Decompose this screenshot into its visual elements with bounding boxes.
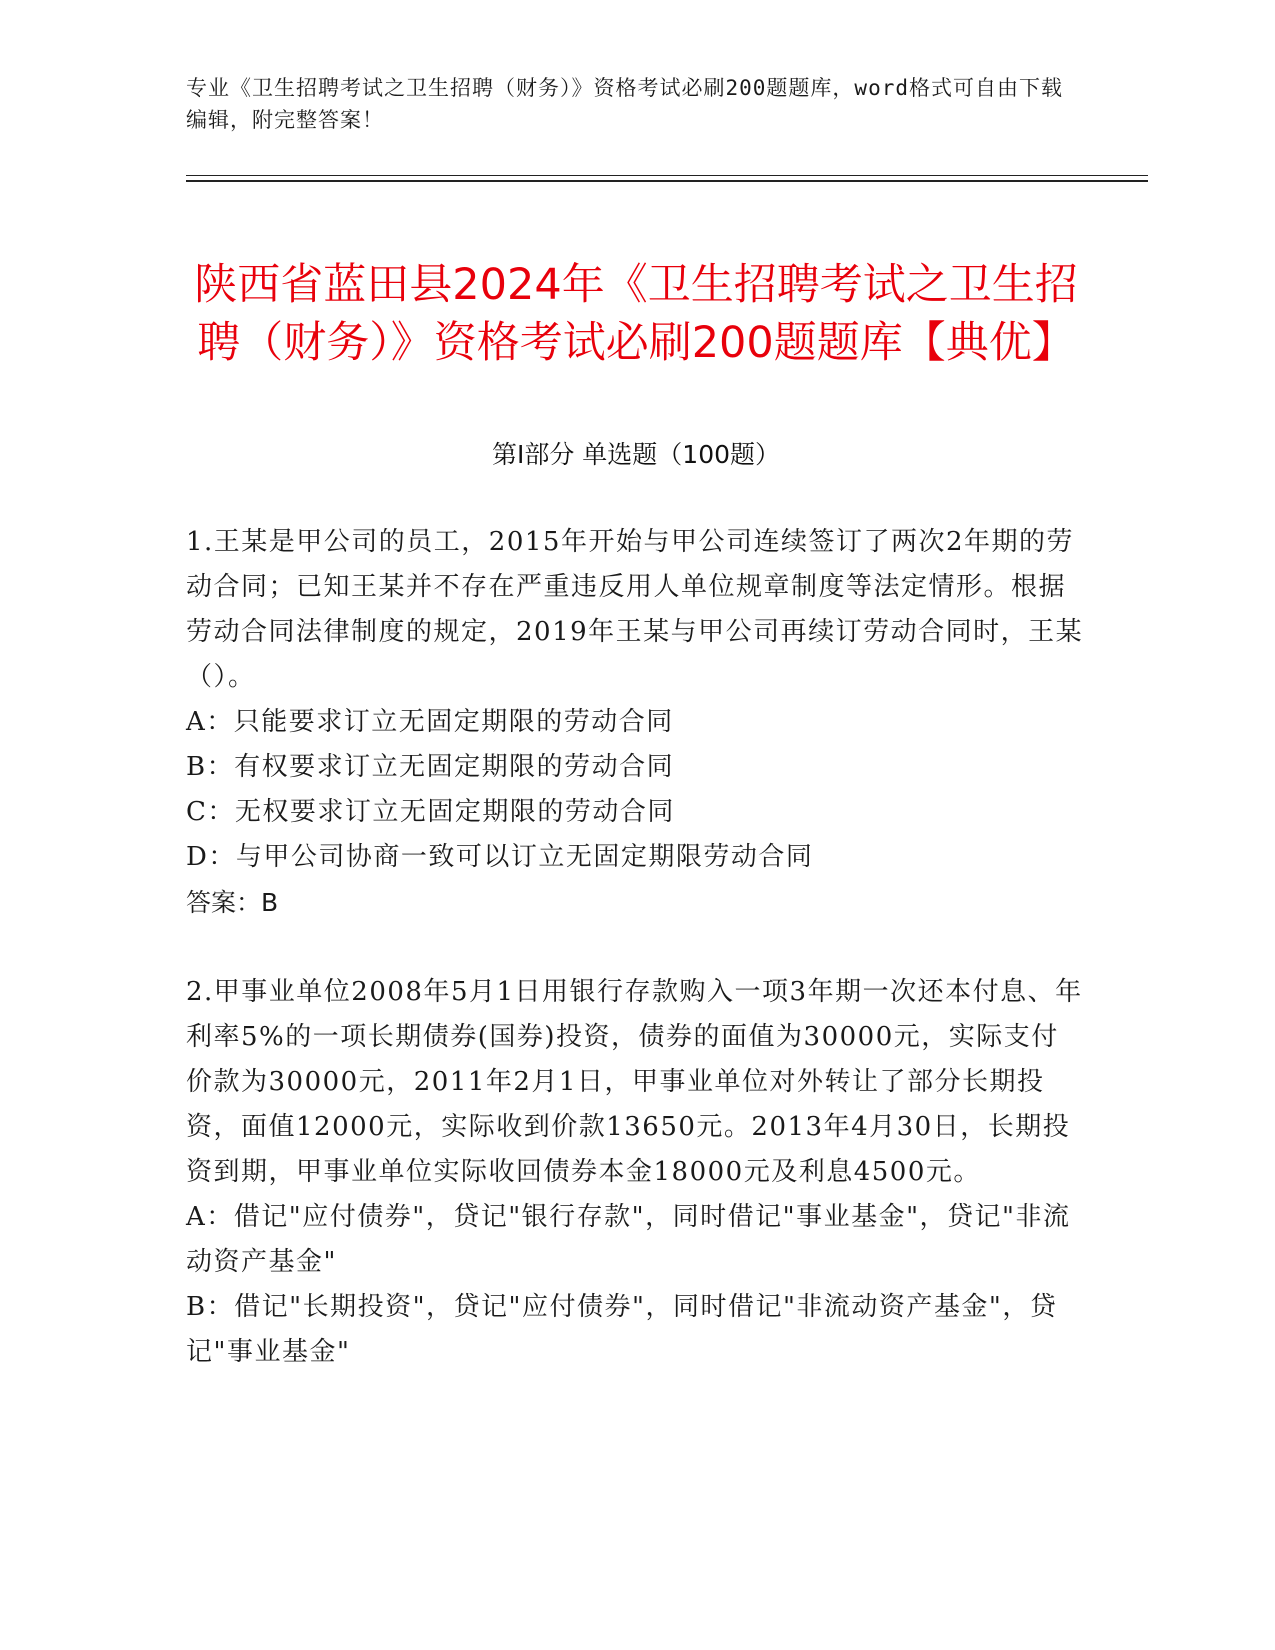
answer-line: 答案：B bbox=[186, 888, 279, 917]
header-note: 专业《卫生招聘考试之卫生招聘（财务）》资格考试必刷200题题库，word格式可自由下载编辑，附完整答案！ bbox=[186, 76, 1063, 132]
option-d: D：与甲公司协商一致可以订立无固定期限劳动合同 bbox=[186, 842, 814, 872]
question-2 bbox=[186, 970, 1086, 1375]
section-title: 第I部分 单选题（100题） bbox=[491, 440, 781, 469]
header-divider-thin bbox=[186, 175, 1148, 176]
option-b: B：借记"长期投资"，贷记"应付债券"，同时借记"非流动资产基金"，贷记"事业基金" bbox=[186, 1292, 1058, 1367]
question-stem: 2.甲事业单位2008年5月1日用银行存款购入一项3年期一次还本付息、年利率5%的一项长期债券(国券)投资，债券的面值为30000元，实际支付价款为30000元，2011年2月1日，甲事业单位对外转让了部分长期投资，面值12000元，实际收到价款13650元。2013年4月30日，长期投资到期，甲事业单位实际收回债券本金18000元及利息4500元。 bbox=[186, 977, 1083, 1187]
option-a: A：只能要求订立无固定期限的劳动合同 bbox=[186, 707, 674, 737]
option-a: A：借记"应付债券"，贷记"银行存款"，同时借记"事业基金"，贷记"非流动资产基金" bbox=[186, 1202, 1071, 1277]
question-1 bbox=[186, 520, 1086, 925]
option-b: B：有权要求订立无固定期限的劳动合同 bbox=[186, 752, 675, 782]
document-title: 陕西省蓝田县2024年《卫生招聘考试之卫生招聘（财务）》资格考试必刷200题题库【典优】 bbox=[194, 259, 1078, 368]
header-divider-thick bbox=[186, 180, 1148, 182]
option-c: C：无权要求订立无固定期限的劳动合同 bbox=[186, 797, 675, 827]
question-stem: 1.王某是甲公司的员工，2015年开始与甲公司连续签订了两次2年期的劳动合同；已知王某并不存在严重违反用人单位规章制度等法定情形。根据劳动合同法律制度的规定，2019年王某与甲公司再续订劳动合同时，王某（）。 bbox=[186, 527, 1084, 692]
